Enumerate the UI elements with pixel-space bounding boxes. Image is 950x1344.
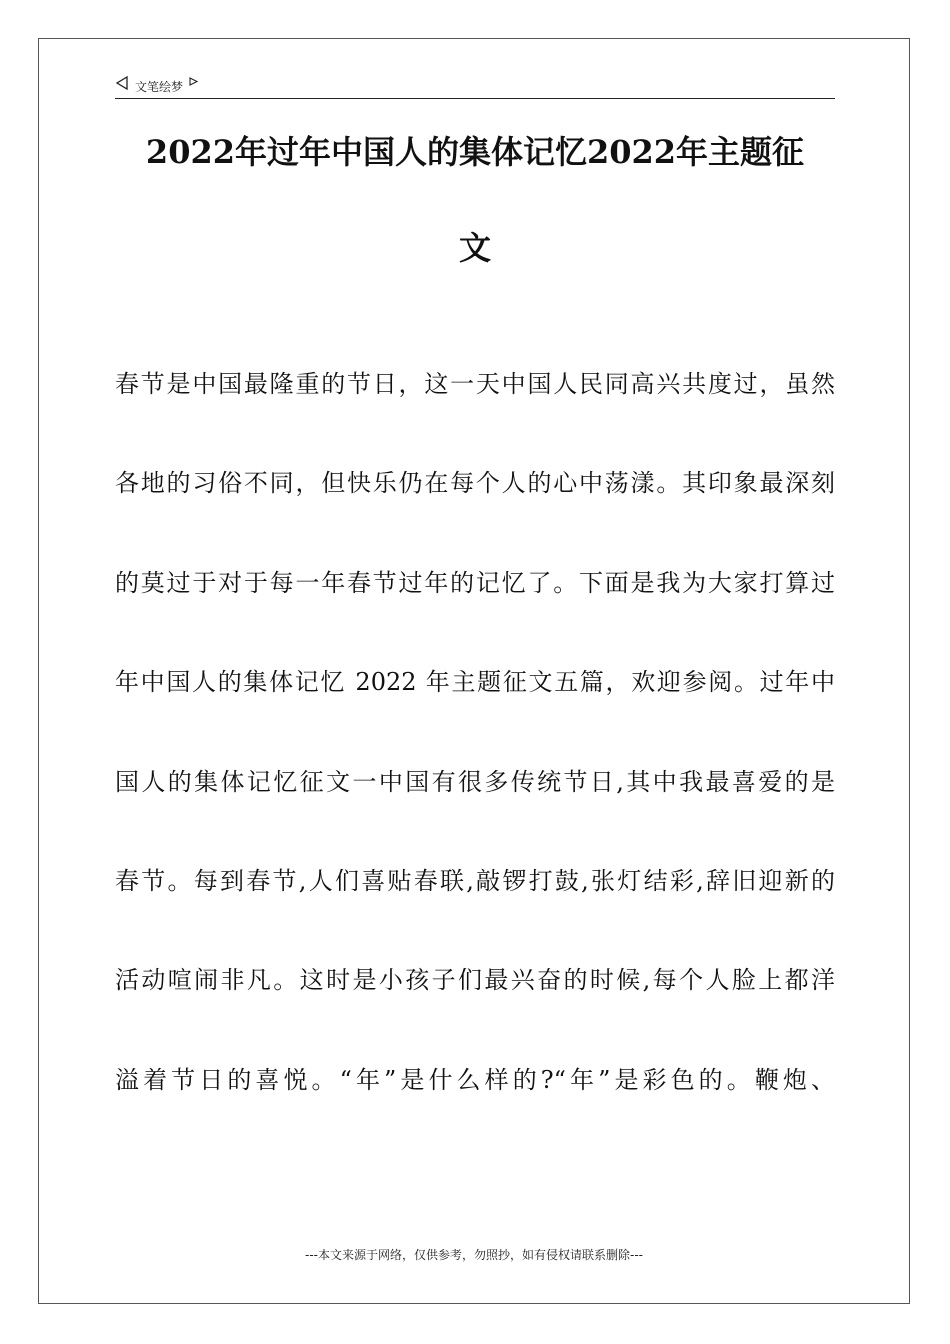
body-line: 溢着节日的喜悦。“年”是什么样的?“年”是彩色的。鞭炮、 [115,1065,835,1094]
triangle-right-icon [189,75,198,89]
page-header [115,74,835,99]
document-title [115,128,835,320]
title-line: 2022年过年中国人的集体记忆2022年主题征 [145,133,805,171]
title-line: 文 [458,229,491,267]
header-brand: 文笔绘梦 [135,79,184,94]
triangle-left-icon [115,76,129,93]
footer-notice: ---本文来源于网络，仅供参考，勿照抄，如有侵权请联系删除--- [305,1248,643,1262]
body-line: 国人的集体记忆征文一中国有很多传统节日,其中我最喜爱的是 [115,767,835,796]
body-line: 春节是中国最隆重的节日，这一天中国人民同高兴共度过，虽然 [115,370,835,398]
body-line: 活动喧闹非凡。这时是小孩子们最兴奋的时候,每个人脸上都洋 [115,966,835,995]
body-line: 的莫过于对于每一年春节过年的记忆了。下面是我为大家打算过 [115,568,835,597]
body-paragraph [115,360,835,1155]
body-line: 各地的习俗不同，但快乐仍在每个人的心中荡漾。其印象最深刻 [115,469,835,498]
body-line: 春节。每到春节,人们喜贴春联,敲锣打鼓,张灯结彩,辞旧迎新的 [115,866,835,895]
body-line: 年中国人的集体记忆 2022 年主题征文五篇，欢迎参阅。过年中 [115,668,835,697]
